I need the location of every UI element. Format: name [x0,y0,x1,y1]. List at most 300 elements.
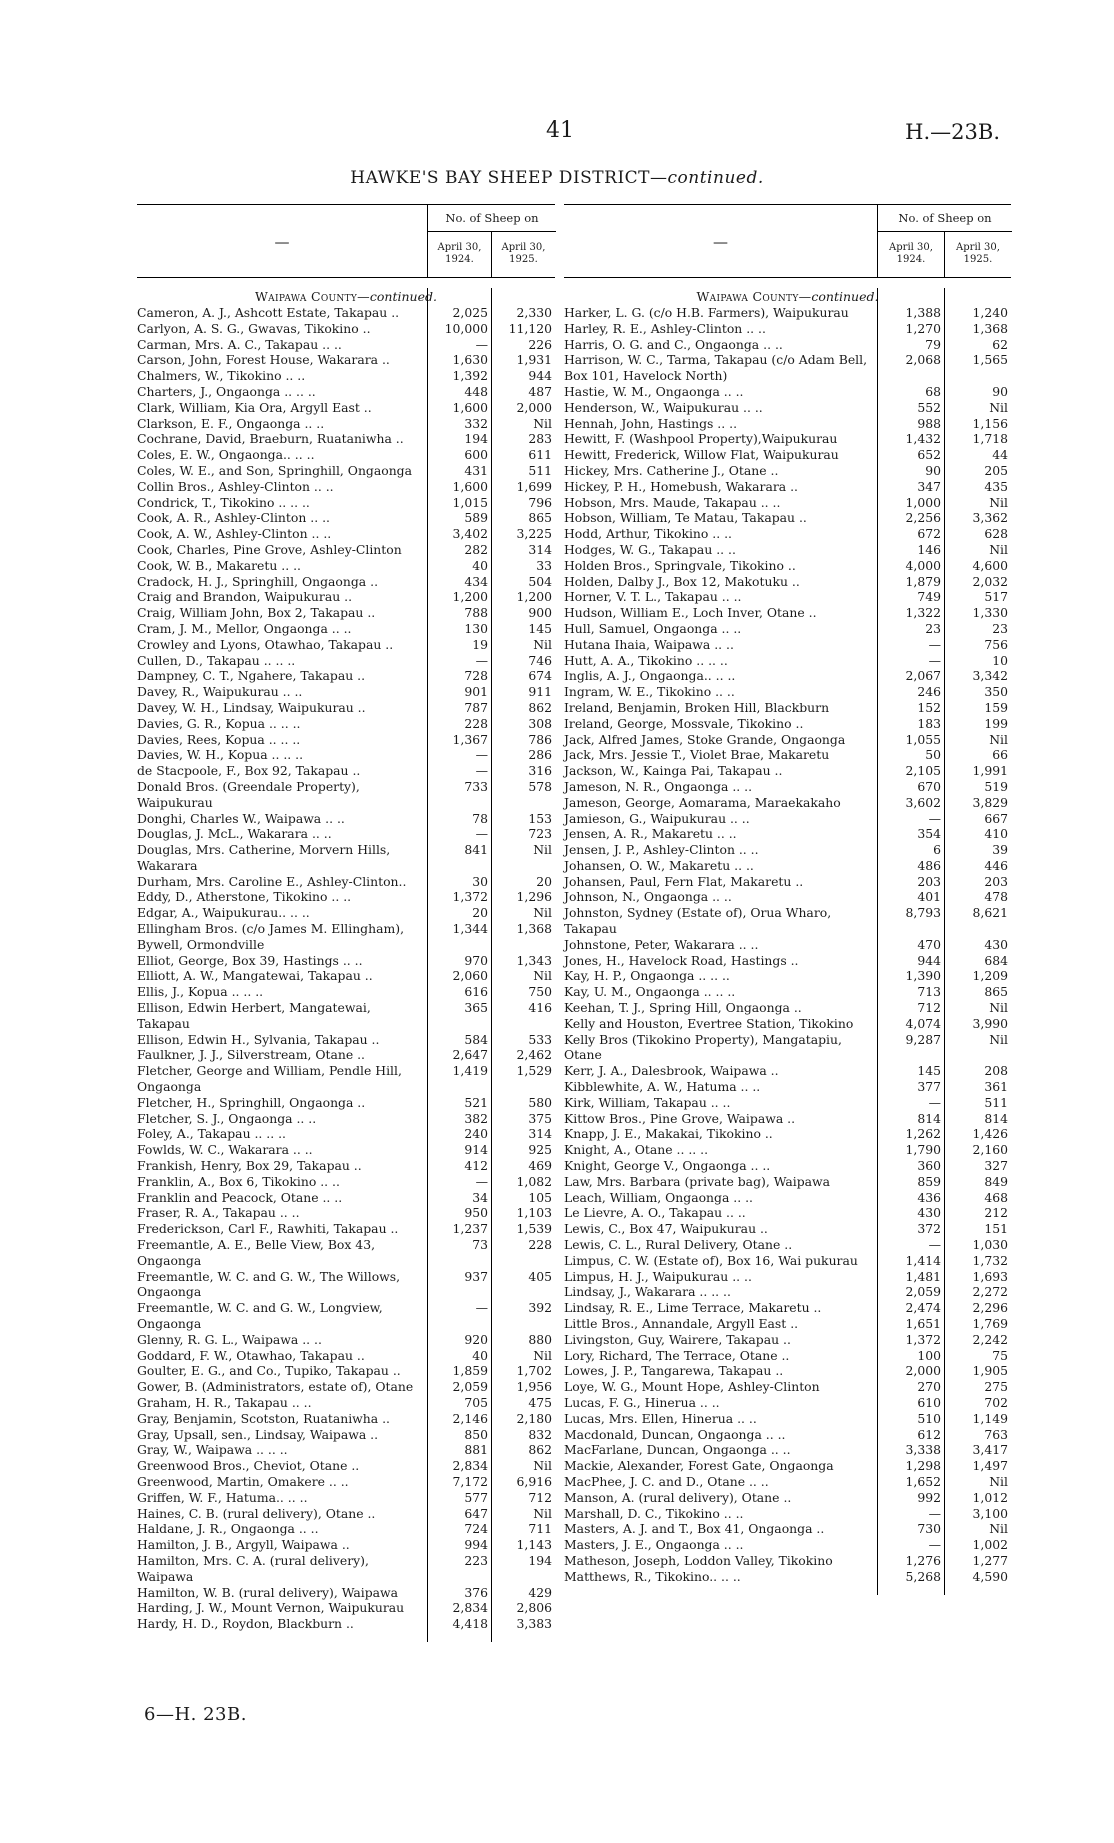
right-table-body [564,288,1011,1585]
column-rule [491,288,492,1642]
table-row [137,495,555,511]
sheep-1924: 2,025 [452,305,488,320]
sheep-1925: 208 [984,1063,1008,1079]
table-row [137,431,555,447]
sheep-1924: 749 [917,589,941,605]
table-row [137,416,555,432]
sheep-1925: 286 [528,747,552,763]
title-continued: continued. [667,168,764,188]
holder-name: Johansen, Paul, Fern Flat, Makaretu .. [564,873,804,889]
sheep-1925: 39 [992,842,1008,858]
sheep-1925: 1,931 [516,352,552,368]
left-table-header [137,204,555,278]
sheep-1925: 478 [984,889,1008,905]
table-row [137,1047,555,1063]
sheep-1925: 429 [528,1584,552,1600]
sheep-1924: 1,372 [452,889,488,905]
sheep-1924: 2,834 [452,1458,488,1474]
sheep-1924: 2,474 [905,1300,941,1316]
sheep-header-label: No. of Sheep on [878,205,1012,232]
sheep-1924: 194 [464,431,488,447]
holder-name: Cradock, H. J., Springhill, Ongaonga .. [137,573,379,589]
sheep-1925: 33 [536,557,552,573]
holder-name: Dampney, C. T., Ngahere, Takapau .. [137,668,366,684]
sheep-1925: 199 [984,715,1008,731]
sheep-1924: 950 [464,1205,488,1221]
holder-name: Jamieson, G., Waipukurau .. .. [564,810,750,826]
sheep-1925: 1,277 [972,1552,1008,1568]
sheep-1925: 1,343 [516,952,552,968]
sheep-1924: 6 [933,842,941,858]
holder-name: Gray, Upsall, sen., Lindsay, Waipawa .. [137,1426,379,1442]
sheep-1925: 1,956 [516,1379,552,1395]
holder-name: Jones, H., Havelock Road, Hastings .. [564,952,799,968]
sheep-1924: 1,879 [905,573,941,589]
holder-name: Craig, William John, Box 2, Takapau .. [137,605,376,621]
holder-name: Haldane, J. R., Ongaonga .. .. [137,1521,319,1537]
table-row [137,510,555,526]
holder-name: Hodd, Arthur, Tikokino .. .. [564,526,732,542]
sheep-1925: 446 [984,857,1008,873]
sheep-1925: 361 [984,1079,1008,1095]
sheep-1924: 920 [464,1331,488,1347]
sheep-1924: 50 [925,747,941,763]
table-row [137,368,555,384]
holder-name: Gray, Benjamin, Scotston, Ruataniwha .. [137,1410,390,1426]
sheep-1925: 3,417 [972,1442,1008,1458]
holder-name: Carson, John, Forest House, Wakarara .. [137,352,390,368]
sheep-1924: 3,602 [905,794,941,810]
sheep-1924: 1,432 [905,431,941,447]
sheep-1925: 475 [528,1394,552,1410]
table-row [137,953,555,969]
county-heading: Waipawa County—continued. [255,289,437,304]
sheep-1924: 2,647 [452,1047,488,1063]
table-row [137,526,555,542]
table-row [137,732,555,748]
holder-name: Douglas, Mrs. Catherine, Morvern Hills, Wakarara [137,842,391,873]
sheep-1924: 1,390 [905,968,941,984]
sheep-1925: 611 [528,447,552,463]
table-row [137,1063,555,1095]
sheep-1924: 901 [464,684,488,700]
holder-name: Knight, George V., Ongaonga .. .. [564,1158,771,1174]
table-row [137,1474,555,1490]
sheep-1925: 862 [528,699,552,715]
sheep-1925: 430 [984,936,1008,952]
col-1924-header: April 30, 1924. [878,232,945,278]
holder-name: Frankish, Henry, Box 29, Takapau .. [137,1158,362,1174]
sheep-1924: 652 [917,447,941,463]
table-row [137,1269,555,1301]
sheep-1925: 405 [528,1268,552,1284]
sheep-1925: 1,718 [972,431,1008,447]
holder-name: Clarkson, E. F., Ongaonga .. .. [137,415,325,431]
sheep-1924: 1,414 [905,1252,941,1268]
holder-name: Kay, U. M., Ongaonga .. .. .. [564,984,736,1000]
sheep-1924: 347 [917,478,941,494]
holder-name: Masters, J. E., Ongaonga .. .. [564,1537,744,1553]
sheep-1924: — [928,1505,941,1521]
holder-name: Horner, V. T. L., Takapau .. .. [564,589,742,605]
table-row [137,747,555,763]
sheep-1925: 410 [984,826,1008,842]
sheep-1924: 787 [464,699,488,715]
sheep-1924: — [928,1537,941,1553]
sheep-1924: 1,790 [905,1142,941,1158]
sheep-1925: 3,100 [972,1505,1008,1521]
sheep-1924: 34 [472,1189,488,1205]
holder-name: Harley, R. E., Ashley-Clinton .. .. [564,320,766,336]
sheep-1925: 746 [528,652,552,668]
sheep-1924: 2,000 [905,1363,941,1379]
sheep-1925: 2,272 [972,1284,1008,1300]
sheep-1924: 1,298 [905,1458,941,1474]
sheep-1924: 647 [464,1505,488,1521]
sheep-1925: 3,342 [972,668,1008,684]
sheep-1924: 8,793 [905,905,941,921]
holder-name: MacPhee, J. C. and D., Otane .. .. [564,1473,769,1489]
sheep-1924: 1,419 [452,1063,488,1079]
holder-name: Coles, E. W., Ongaonga.. .. .. [137,447,315,463]
column-rule [877,288,878,1595]
holder-name: Inglis, A. J., Ongaonga.. .. .. [564,668,736,684]
sheep-1924: 40 [472,1347,488,1363]
holder-name: Lory, Richard, The Terrace, Otane .. [564,1347,790,1363]
sheep-1925: 1,012 [972,1489,1008,1505]
sheep-1925: 1,991 [972,763,1008,779]
holder-name: Chalmers, W., Tikokino .. .. [137,368,306,384]
sheep-1924: — [928,1094,941,1110]
holder-name: Carman, Mrs. A. C., Takapau .. .. [137,336,342,352]
holder-name: Hewitt, Frederick, Willow Flat, Waipukurau [564,447,839,463]
holder-name: Carlyon, A. S. G., Gwavas, Tikokino .. [137,320,371,336]
sheep-1924: 510 [917,1410,941,1426]
sheep-1924: 992 [917,1489,941,1505]
sheep-1925: 1,565 [972,352,1008,368]
sheep-1925: 283 [528,431,552,447]
sheep-1924: 240 [464,1126,488,1142]
sheep-1925: 944 [528,368,552,384]
holder-name: Davies, W. H., Kopua .. .. .. [137,747,304,763]
sheep-1925: 275 [984,1379,1008,1395]
col-1925-header: April 30, 1925. [956,242,1000,265]
sheep-1925: 900 [528,605,552,621]
sheep-1924: 183 [917,715,941,731]
sheep-1924: 1,237 [452,1221,488,1237]
sheep-1925: 1,200 [516,589,552,605]
holder-name: Fletcher, H., Springhill, Ongaonga .. [137,1094,366,1110]
holder-name: Davey, R., Waipukurau .. .. [137,684,303,700]
holder-name: Jack, Alfred James, Stoke Grande, Ongaonga [564,731,846,747]
holder-name: Eddy, D., Atherstone, Tikokino .. .. [137,889,352,905]
holder-name: MacFarlane, Duncan, Ongaonga .. .. [564,1442,791,1458]
sheep-1925: 8,621 [972,905,1008,921]
sheep-1925: Nil [989,541,1008,557]
table-row [137,1111,555,1127]
sheep-1924: 1,651 [905,1316,941,1331]
sheep-1925: 1,149 [972,1410,1008,1426]
sheep-1925: 580 [528,1094,552,1110]
sheep-1924: 1,276 [905,1552,941,1568]
sheep-1924: 448 [464,383,488,399]
sheep-1924: 1,200 [452,589,488,605]
holder-name: Leach, William, Ongaonga .. .. [564,1189,753,1205]
sheep-1925: 4,600 [972,557,1008,573]
sheep-1925: 2,032 [972,573,1008,589]
sheep-1924: 814 [917,1110,941,1126]
table-row [137,1348,555,1364]
table-row [137,1395,555,1411]
table-row [137,684,555,700]
sheep-1924: 2,059 [452,1379,488,1395]
holder-name: Kelly Bros (Tikokino Property), Mangatapiu, Otane [564,1031,842,1063]
table-row [137,1126,555,1142]
holder-name: Livingston, Guy, Wairere, Takapau .. [564,1331,791,1347]
sheep-header-label: No. of Sheep on [428,205,556,232]
table-row [137,1332,555,1348]
sheep-1925: 911 [528,684,552,700]
holder-name: Goulter, E. G., and Co., Tupiko, Takapau .. [137,1363,401,1379]
table-row [137,589,555,605]
sheep-1925: 1,426 [972,1126,1008,1142]
holder-name: Johnstone, Peter, Wakarara .. .. [564,936,759,952]
table-row [137,1458,555,1474]
sheep-1925: 3,829 [972,794,1008,810]
sheep-1924: 672 [917,526,941,542]
sheep-1924: — [475,652,488,668]
holder-name: Cook, A. W., Ashley-Clinton .. .. [137,526,332,542]
sheep-1925: 2,000 [516,399,552,415]
sheep-1924: 713 [917,984,941,1000]
page-signature: 6—H. 23B. [144,1704,247,1725]
sheep-1925: 1,497 [972,1458,1008,1474]
sheep-1925: Nil [533,1458,552,1474]
sheep-1924: 246 [917,684,941,700]
table-row [137,1095,555,1111]
sheep-1925: 1,368 [972,320,1008,336]
sheep-1925: 2,242 [972,1331,1008,1347]
holder-name: Hutana Ihaia, Waipawa .. .. [564,636,734,652]
holder-name: Hobson, Mrs. Maude, Takapau .. .. [564,494,781,510]
sheep-1925: 10 [992,652,1008,668]
table-row [137,1205,555,1221]
holder-name: Keehan, T. J., Spring Hill, Ongaonga .. [564,1000,802,1016]
table-row [137,305,555,321]
table-row [137,716,555,732]
holder-name: Law, Mrs. Barbara (private bag), Waipawa [564,1173,831,1189]
right-table-header [564,204,1011,278]
holder-name: Cullen, D., Takapau .. .. .. [137,652,296,668]
holder-name: Limpus, C. W. (Estate of), Box 16, Wai pukurau [564,1252,858,1268]
sheep-1924: 130 [464,620,488,636]
holder-name: Fletcher, George and William, Pendle Hill, Ongaonga [137,1063,402,1095]
sheep-1924: 577 [464,1489,488,1505]
sheep-1924: 412 [464,1158,488,1174]
sheep-1924: 365 [464,1000,488,1016]
table-row [137,1442,555,1458]
holder-name: Durham, Mrs. Caroline E., Ashley-Clinton.. [137,873,407,889]
sheep-count-header [427,205,556,277]
sheep-1925: 849 [984,1173,1008,1189]
holder-name: Haines, C. B. (rural delivery), Otane .. [137,1505,376,1521]
holder-name: Ireland, George, Mossvale, Tikokino .. [564,715,804,731]
sheep-1924: 79 [925,336,941,352]
sheep-1924: 1,372 [905,1331,941,1347]
sheep-1925: 435 [984,478,1008,494]
holder-name: Crowley and Lyons, Otawhao, Takapau .. [137,636,394,652]
sheep-1924: 401 [917,889,941,905]
holder-name: Jameson, N. R., Ongaonga .. .. [564,778,753,794]
table-row [137,1553,555,1585]
holder-name: Jameson, George, Aomarama, Maraekakaho [564,794,841,810]
sheep-count-header [877,205,1012,277]
sheep-1925: 1,702 [516,1363,552,1379]
page-number: 41 [546,118,574,143]
table-row [137,1158,555,1174]
holder-name: Johnson, N., Ongaonga .. .. [564,889,732,905]
holder-name: Clark, William, Kia Ora, Argyll East .. [137,399,372,415]
sheep-1924: 434 [464,573,488,589]
sheep-1925: 511 [984,1094,1008,1110]
table-row [137,1237,555,1269]
sheep-1925: 925 [528,1142,552,1158]
holder-name: Cameron, A. J., Ashcott Estate, Takapau .. [137,305,400,320]
holder-name: Harrison, W. C., Tarma, Takapau (c/o Adam Bell, Box 101, Havelock North) [564,352,868,384]
table-row [137,574,555,590]
holder-name: Hodges, W. G., Takapau .. .. [564,541,736,557]
sheep-1924: 1,322 [905,605,941,621]
table-row [137,779,555,811]
sheep-1924: 988 [917,415,941,431]
sheep-1925: 711 [528,1521,552,1537]
sheep-1925: 1,296 [516,889,552,905]
sheep-1925: 832 [528,1426,552,1442]
holder-name: Freemantle, W. C. and G. W., Longview, Ongaonga [137,1300,383,1331]
table-row [137,1600,555,1616]
holder-name: Cook, A. R., Ashley-Clinton .. .. [137,510,330,526]
sheep-1924: 382 [464,1110,488,1126]
holder-name: Hamilton, Mrs. C. A. (rural delivery), Waipawa [137,1552,369,1584]
column-rule [944,288,945,1595]
sheep-1925: Nil [533,1347,552,1363]
sheep-1924: 223 [464,1552,488,1568]
table-row [137,1616,555,1632]
sheep-1924: — [475,1173,488,1189]
sheep-1924: 1,000 [905,494,941,510]
holder-name: Fletcher, S. J., Ongaonga .. .. [137,1110,317,1126]
sheep-1925: 786 [528,731,552,747]
sheep-1924: 788 [464,605,488,621]
holder-name: Davies, G. R., Kopua .. .. .. [137,715,301,731]
sheep-1925: 314 [528,541,552,557]
sheep-1924: 3,338 [905,1442,941,1458]
holder-name: Greenwood Bros., Cheviot, Otane .. [137,1458,360,1474]
table-row [137,1379,555,1395]
holder-name: Hamilton, W. B. (rural delivery), Waipawa [137,1584,399,1600]
left-table [137,204,555,1632]
table-row [137,1032,555,1048]
holder-name: Hastie, W. M., Ongaonga .. .. [564,383,744,399]
sheep-1925: 375 [528,1110,552,1126]
sheep-1925: 862 [528,1442,552,1458]
sheep-1924: 78 [472,810,488,826]
sheep-1925: 4,590 [972,1568,1008,1584]
sheep-1924: 228 [464,715,488,731]
title-main: HAWKE'S BAY SHEEP DISTRICT— [350,168,668,188]
sheep-1924: — [475,336,488,352]
table-row [137,1190,555,1206]
holder-name: Holden Bros., Springvale, Tikokino .. [564,557,796,573]
sheep-1925: Nil [989,494,1008,510]
sheep-1924: 430 [917,1205,941,1221]
left-rows [137,305,555,1632]
sheep-1924: 1,270 [905,320,941,336]
sheep-1924: 377 [917,1079,941,1095]
sheep-1924: — [475,747,488,763]
table-row [137,889,555,905]
holder-name: Manson, A. (rural delivery), Otane .. [564,1489,792,1505]
sheep-1925: 1,368 [516,921,552,937]
holder-name: Franklin and Peacock, Otane .. .. [137,1189,343,1205]
sheep-1925: 314 [528,1126,552,1142]
table-row [137,321,555,337]
table-row [137,984,555,1000]
holder-name: Greenwood, Martin, Omakere .. .. [137,1473,349,1489]
sheep-1925: 3,225 [516,526,552,542]
sheep-1924: 3,402 [452,526,488,542]
sheep-1925: Nil [989,1521,1008,1537]
sheep-1925: 1,330 [972,605,1008,621]
sheep-1924: 4,074 [905,1015,941,1031]
sheep-1924: 944 [917,952,941,968]
sheep-1924: 600 [464,447,488,463]
sheep-1924: 23 [925,620,941,636]
table-row [137,352,555,368]
sheep-1925: 519 [984,778,1008,794]
page-title [0,168,1114,188]
sheep-1925: Nil [533,905,552,921]
table-row [137,1300,555,1332]
table-row [137,1521,555,1537]
name-column-header: — [274,233,290,251]
sheep-1924: 282 [464,541,488,557]
sheep-1924: 521 [464,1094,488,1110]
sheep-1925: 153 [528,810,552,826]
sheep-1925: 350 [984,684,1008,700]
table-row [137,1427,555,1443]
sheep-1924: — [475,763,488,779]
sheep-1924: — [928,810,941,826]
sheep-1925: Nil [533,1505,552,1521]
sheep-1924: — [928,1237,941,1253]
holder-name: Kerr, J. A., Dalesbrook, Waipawa .. [564,1063,779,1079]
county-heading: Waipawa County—continued. [696,289,879,304]
holder-name: Hudson, William E., Loch Inver, Otane .. [564,605,817,621]
sheep-1925: 2,160 [972,1142,1008,1158]
sheep-1924: 100 [917,1347,941,1363]
holder-name: Knapp, J. E., Makakai, Tikokino .. [564,1126,773,1142]
holder-name: Jackson, W., Kainga Pai, Takapau .. [564,763,783,779]
sheep-1925: Nil [989,1473,1008,1489]
holder-name: Kay, H. P., Ongaonga .. .. .. [564,968,730,984]
sheep-1925: 880 [528,1331,552,1347]
sheep-1925: 6,916 [516,1473,552,1489]
holder-name: Gower, B. (Administrators, estate of), Otane [137,1379,414,1395]
holder-name: Masters, A. J. and T., Box 41, Ongaonga .. [564,1521,825,1537]
holder-name: Frederickson, Carl F., Rawhiti, Takapau .. [137,1221,399,1237]
sheep-1924: 360 [917,1158,941,1174]
